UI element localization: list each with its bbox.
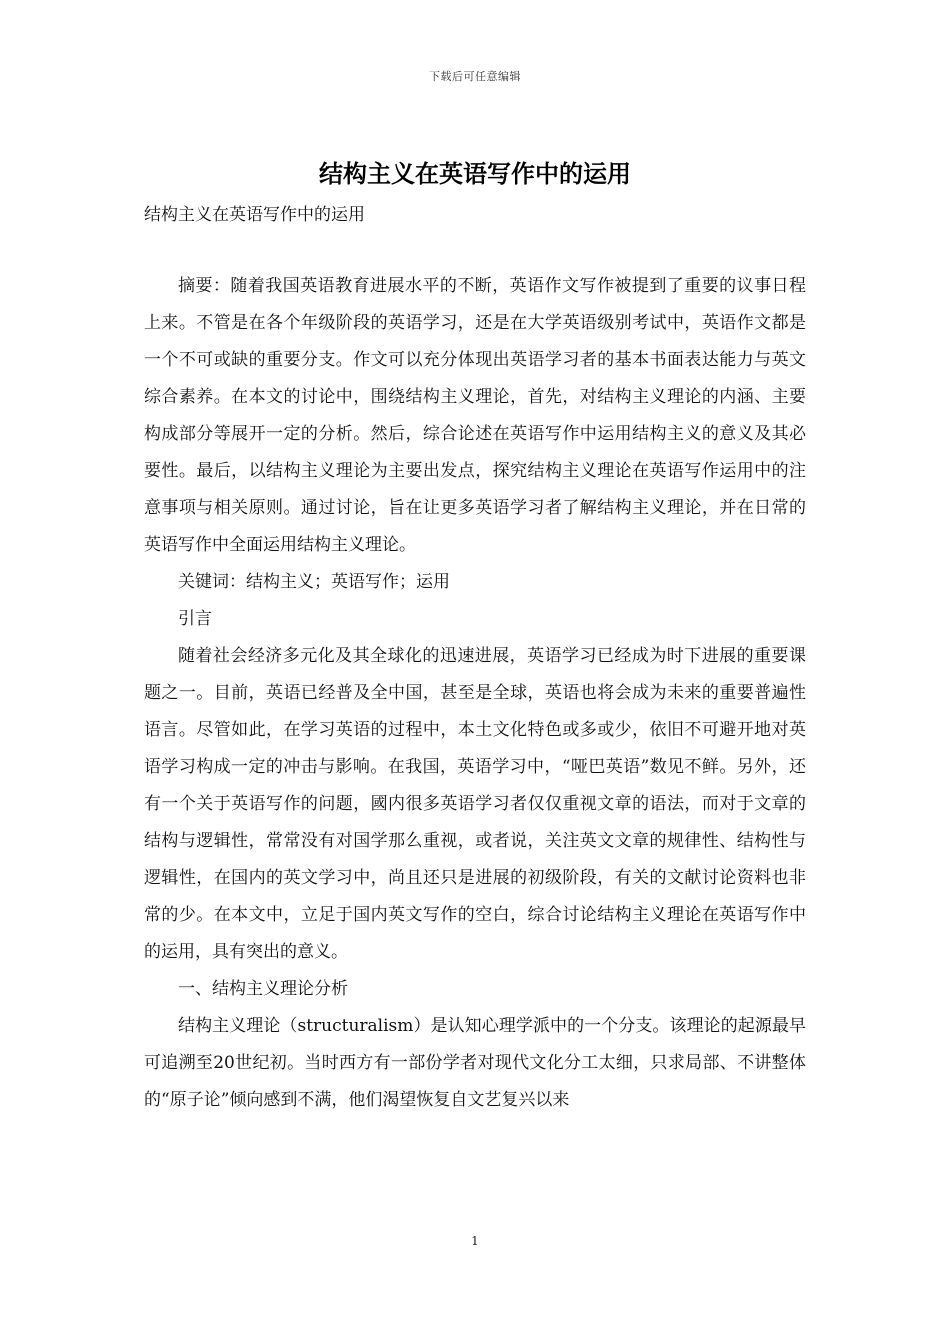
abstract-paragraph: 摘要：随着我国英语教育进展水平的不断，英语作文写作被提到了重要的议事日程上来。不管是在各个年级阶段的英语学习，还是在大学英语级别考试中，英语作文都是一个不可或缺的重要分支。作文可以充分体现出英语学习者的基本书面表达能力与英文综合素养。在本文的讨论中，围绕结构主义理论，首先，对结构主义理论的内涵、主要构成部分等展开一定的分析。然后，综合论述在英语写作中运用结构主义的意义及其必要性。最后，以结构主义理论为主要出发点，探究结构主义理论在英语写作运用中的注意事项与相关原则。通过讨论，旨在让更多英语学习者了解结构主义理论，并在日常的英语写作中全面运用结构主义理论。 bbox=[144, 276, 806, 555]
introduction-paragraph: 随着社会经济多元化及其全球化的迅速进展，英语学习已经成为时下进展的重要课题之一。目前，英语已经普及全中国，甚至是全球，英语也将会成为未来的重要普遍性语言。尽管如此，在学习英语的过程中，本土文化特色或多或少，依旧不可避开地对英语学习构成一定的冲击与影响。在我国，英语学习中，“哑巴英语”数见不鲜。另外，还有一个关于英语写作的问题，國内很多英语学习者仅仅重视文章的语法，而对于文章的结构与逻辑性，常常没有对国学那么重视，或者说，关注英文文章的规律性、结构性与逻辑性，在国内的英文学习中，尚且还只是进展的初级阶段，有关的文献讨论资料也非常的少。在本文中，立足于国内英文写作的空白，综合讨论结构主义理论在英语写作中的运用，具有突出的意义。 bbox=[144, 646, 806, 962]
keywords-line: 关键词：结构主义；英语写作；运用 bbox=[178, 572, 450, 592]
introduction-heading: 引言 bbox=[178, 609, 212, 629]
page-header-note: 下载后可任意编辑 bbox=[429, 70, 521, 83]
section-one-heading: 一、结构主义理论分析 bbox=[178, 979, 348, 999]
document-title: 结构主义在英语写作中的运用 bbox=[319, 159, 631, 188]
section-one-paragraph: 结构主义理论（structuralism）是认知心理学派中的一个分支。该理论的起源最早可追溯至20世纪初。当时西方有一部份学者对现代文化分工太细，只求局部、不讲整体的“原子论”倾向感到不满，他们渴望恢复自文艺复兴以来 bbox=[144, 1016, 806, 1110]
document-body bbox=[144, 268, 806, 1119]
page-number: 1 bbox=[471, 1234, 479, 1248]
document-subtitle: 结构主义在英语写作中的运用 bbox=[144, 205, 365, 225]
